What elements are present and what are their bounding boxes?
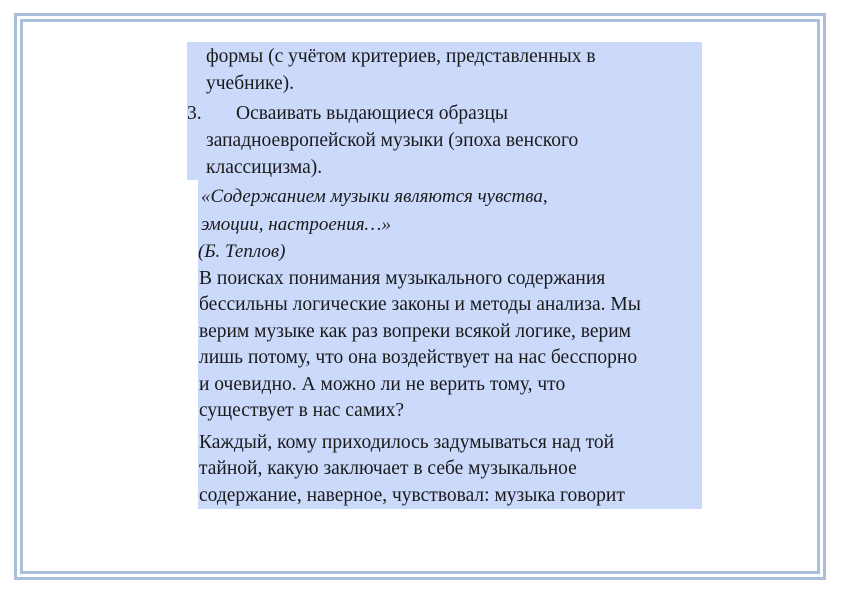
text-line: тайной, какую заключает в себе музыкальное <box>199 458 577 480</box>
text-line: верим музыке как раз вопреки всякой логике, верим <box>199 320 632 342</box>
text-line: бессильны логические законы и методы анализа. Мы <box>199 294 641 316</box>
text-line: западноевропейской музыки (эпоха венского <box>206 130 579 151</box>
list-item-3-number: 3. <box>187 103 202 124</box>
paragraph-1 <box>199 266 641 424</box>
text-line: лишь потому, что она воздействует на нас бесспорно <box>199 347 638 369</box>
list-item-2-continuation <box>206 43 596 97</box>
text-line: классицизма). <box>206 157 323 178</box>
epigraph-quote <box>201 183 548 238</box>
text-line: «Содержанием музыки являются чувства, <box>201 186 548 207</box>
paragraph-2 <box>199 430 625 509</box>
epigraph-author: (Б. Теплов) <box>198 241 286 262</box>
text-line: Каждый, кому приходилось задумываться над той <box>199 432 615 453</box>
text-line: содержание, наверное, чувствовал: музыка говорит <box>199 484 625 506</box>
list-item-3-continuation <box>206 127 578 181</box>
text-line: существует в нас самих? <box>199 400 404 422</box>
text-line: учебнике). <box>206 73 295 94</box>
text-line: и очевидно. А можно ли не верить тому, что <box>199 373 566 395</box>
text-line: эмоции, настроения…» <box>201 213 391 235</box>
text-line: В поисках понимания музыкального содержания <box>199 268 606 289</box>
list-item-3-first-line: Осваивать выдающиеся образцы <box>236 103 509 124</box>
text-line: формы (с учётом критериев, представленных в <box>206 46 596 67</box>
